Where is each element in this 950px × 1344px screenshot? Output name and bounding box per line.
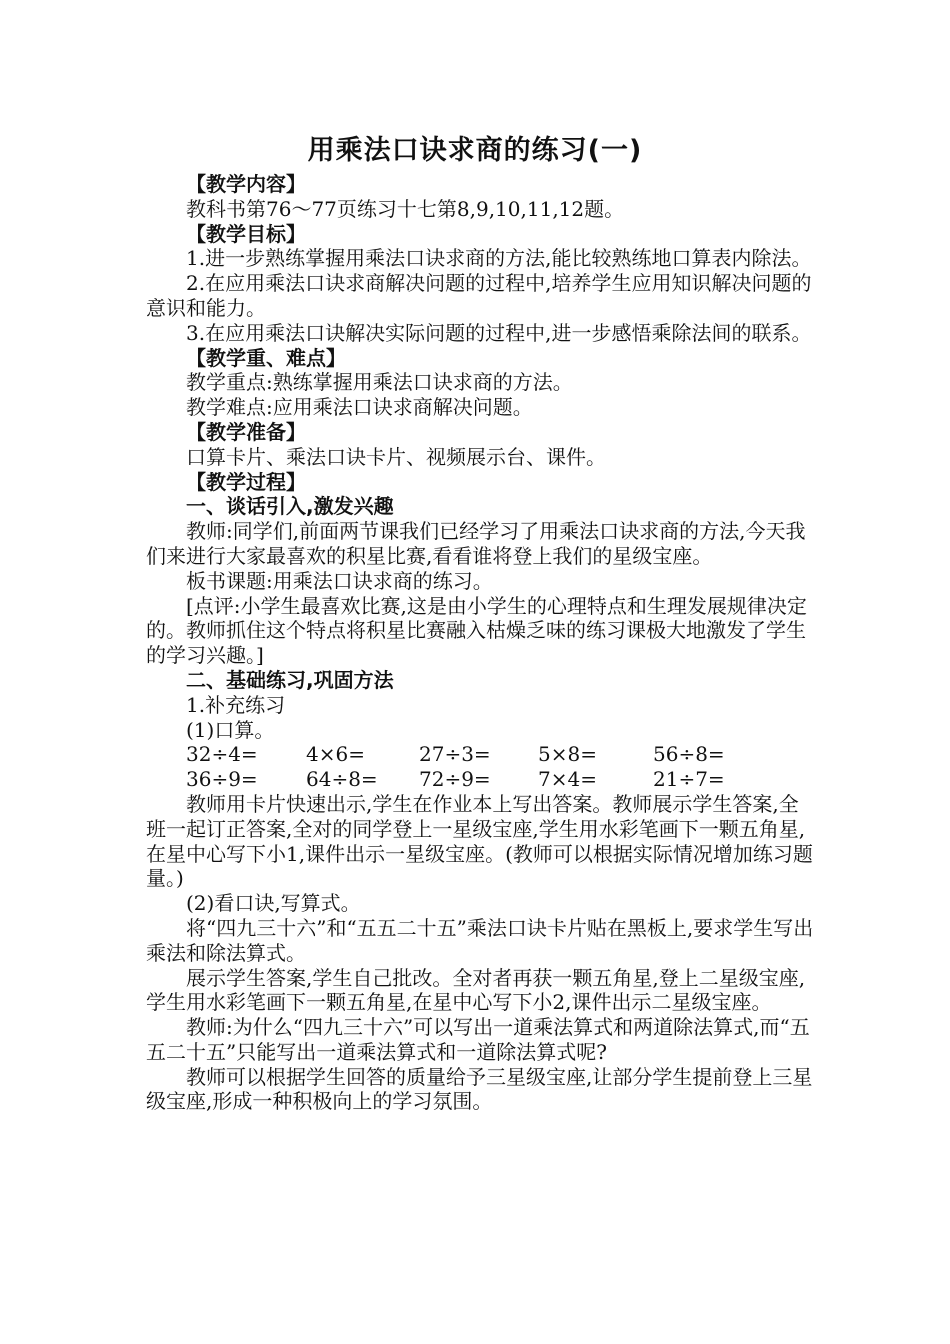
math-expression: 21÷7= (653, 767, 725, 792)
math-expression: 5×8= (538, 742, 597, 767)
paragraph: [点评:小学生最喜欢比赛,这是由小学生的心理特点和生理发展规律决定的。教师抓住这个特点将积星比赛融入枯燥乏味的练习课极大地激发了学生的学习兴趣。] (146, 593, 807, 668)
paragraph: (1)口算。 (186, 717, 275, 742)
paragraph: 口算卡片、乘法口诀卡片、视频展示台、课件。 (186, 444, 606, 469)
oral-math-row (146, 767, 816, 792)
section-heading: 一、谈话引入,激发兴趣 (186, 494, 394, 519)
paragraph: 教学难点:应用乘法口诀求商解决问题。 (186, 395, 533, 420)
paragraph: 教师:为什么“四九三十六”可以写出一道乘法算式和两道除法算式,而“五五二十五”只能写出一道乘法算式和一道除法算式呢? (146, 1015, 810, 1064)
math-expression: 32÷4= (186, 742, 258, 767)
section-heading: 【教学目标】 (186, 221, 306, 246)
section-heading: 二、基础练习,巩固方法 (186, 667, 394, 692)
math-expression: 56÷8= (653, 742, 725, 767)
oral-math-row (146, 742, 816, 767)
paragraph: 教师:同学们,前面两节课我们已经学习了用乘法口诀求商的方法,今天我们来进行大家最喜欢的积星比赛,看看谁将登上我们的星级宝座。 (146, 519, 806, 568)
section-heading: 【教学内容】 (186, 172, 306, 196)
section-heading: 【教学准备】 (186, 419, 306, 444)
paragraph: 教科书第76～77页练习十七第8,9,10,11,12题。 (186, 196, 625, 221)
paragraph: 展示学生答案,学生自己批改。全对者再获一颗五角星,登上二星级宝座,学生用水彩笔画下一颗五角星,在星中心写下小2,课件出示二星级宝座。 (146, 965, 806, 1015)
paragraph: 教师用卡片快速出示,学生在作业本上写出答案。教师展示学生答案,全班一起订正答案,全对的同学登上一星级宝座,学生用水彩笔画下一颗五角星,在星中心写下小1,课件出示一星级宝座。(教师可以根据实际情况增加练习题量。) (146, 791, 813, 891)
paragraph: 教师可以根据学生回答的质量给予三星级宝座,让部分学生提前登上三星级宝座,形成一种积极向上的学习氛围。 (146, 1064, 813, 1114)
document-title: 用乘法口诀求商的练习(一) (307, 135, 643, 166)
paragraph: 教学重点:熟练掌握用乘法口诀求商的方法。 (186, 370, 573, 395)
section-heading: 【教学过程】 (186, 469, 306, 494)
math-expression: 27÷3= (419, 742, 491, 767)
math-expression: 72÷9= (419, 767, 491, 792)
math-expression: 4×6= (306, 742, 365, 767)
paragraph: 3.在应用乘法口诀解决实际问题的过程中,进一步感悟乘除法间的联系。 (186, 320, 812, 345)
paragraph: (2)看口诀,写算式。 (186, 891, 361, 916)
math-expression: 64÷8= (306, 767, 378, 792)
math-expression: 7×4= (538, 767, 597, 792)
paragraph: 2.在应用乘法口诀求商解决问题的过程中,培养学生应用知识解决问题的意识和能力。 (146, 271, 812, 320)
paragraph: 1.补充练习 (186, 692, 286, 717)
paragraph: 1.进一步熟练掌握用乘法口诀求商的方法,能比较熟练地口算表内除法。 (186, 246, 812, 271)
paragraph: 将“四九三十六”和“五五二十五”乘法口诀卡片贴在黑板上,要求学生写出乘法和除法算式。 (146, 915, 814, 965)
paragraph: 板书课题:用乘法口诀求商的练习。 (186, 568, 493, 593)
document-body (146, 172, 816, 1114)
section-heading: 【教学重、难点】 (186, 345, 346, 370)
math-expression: 36÷9= (186, 767, 258, 792)
